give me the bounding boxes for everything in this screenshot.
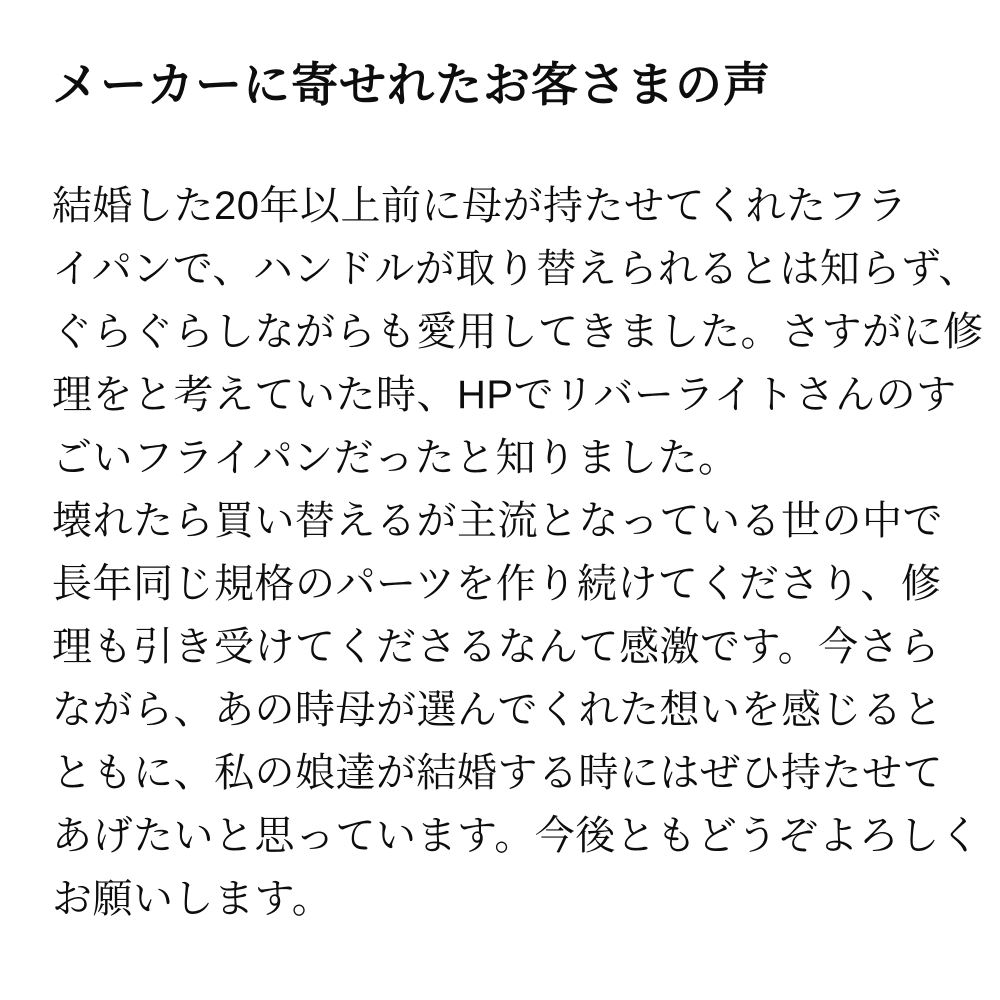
testimonial-line: 結婚した20年以上前に母が持たせてくれたフラ (52, 183, 908, 228)
testimonial-line: ながら、あの時母が選んでくれた想いを感じると (52, 687, 943, 732)
testimonial-line: 理をと考えていた時、HPでリバーライトさんのす (52, 372, 957, 417)
testimonial-line: 長年同じ規格のパーツを作り続けてくださり、修 (52, 561, 942, 606)
testimonial-line: イパンで、ハンドルが取り替えられるとは知らず、 (52, 246, 979, 291)
section-title: メーカーに寄せれたお客さまの声 (52, 58, 772, 111)
testimonial-line: 壊れたら買い替えるが主流となっている世の中で (52, 498, 943, 543)
testimonial-line: ともに、私の娘達が結婚する時にはぜひ持たせて (52, 750, 943, 795)
testimonial-line: ごいフライパンだったと知りました。 (52, 435, 739, 480)
testimonial-text (52, 175, 984, 931)
testimonial-line: 理も引き受けてくださるなんて感激です。今さら (52, 624, 940, 669)
testimonial-line: ぐらぐらしながらも愛用してきました。さすがに修 (52, 309, 984, 354)
testimonial-line: お願いします。 (52, 876, 333, 921)
testimonial-line: あげたいと思っています。今後ともどうぞよろしく (52, 813, 981, 858)
